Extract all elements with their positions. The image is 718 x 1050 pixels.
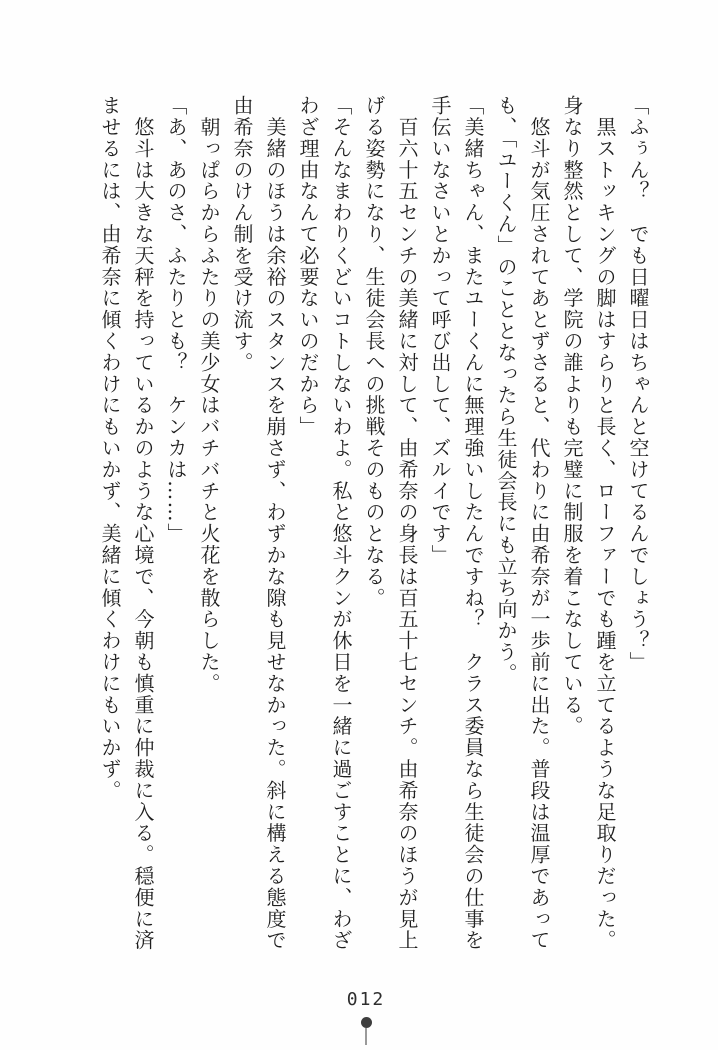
text-column: 「あ、あのさ、ふたりとも？ ケンカは……」 bbox=[164, 95, 188, 545]
text-column: も、「ユーくん」のこととなったら生徒会長にも立ち向かう。 bbox=[494, 95, 518, 685]
text-column: 「ふぅん？ でも日曜日はちゃんと空けてるんでしょう？」 bbox=[626, 95, 650, 673]
text-column: わざ理由なんて必要ないのだから」 bbox=[296, 95, 320, 438]
vertical-text-block bbox=[93, 95, 654, 953]
text-column: ませるには、由希奈に傾くわけにもいかず、美緒に傾くわけにもいかず。 bbox=[98, 95, 122, 802]
text-column: 由希奈のけん制を受け流す。 bbox=[230, 95, 254, 374]
text-column: 「そんなまわりくどいコトしないわよ。私と悠斗クンが休日を一緒に過ごすことに、わざ bbox=[329, 95, 353, 951]
text-column: 百六十五センチの美緒に対して、由希奈の身長は百五十七センチ。由希奈のほうが見上 bbox=[395, 95, 419, 951]
text-column: 朝っぱらからふたりの美少女はバチバチと火花を散らした。 bbox=[197, 95, 221, 695]
page-footer bbox=[316, 990, 416, 1045]
text-column: 美緒のほうは余裕のスタンスを崩さず、わずかな隙も見せなかった。斜に構える態度で bbox=[263, 95, 287, 951]
page-number: 012 bbox=[346, 989, 386, 1010]
text-column: 身なり整然として、学院の誰よりも完璧に制服を着こなしている。 bbox=[560, 95, 584, 737]
text-column: 悠斗が気圧されてあとずさると、代わりに由希奈が一歩前に出た。普段は温厚であって bbox=[527, 95, 551, 951]
text-column: 「美緒ちゃん、またユーくんに無理強いしたんですね？ クラス委員なら生徒会の仕事を bbox=[461, 95, 485, 951]
text-column: 黒ストッキングの脚はすらりと長く、ローファーでも踵を立てるような足取りだった。 bbox=[593, 95, 617, 951]
dot-ornament-icon bbox=[361, 1017, 372, 1028]
text-column: 悠斗は大きな天秤を持っているかのような心境で、今朝も慎重に仲裁に入る。穏便に済 bbox=[131, 95, 155, 951]
text-column: 手伝いなさいとかって呼び出して、ズルイです」 bbox=[428, 95, 452, 566]
stem-line bbox=[365, 1028, 367, 1045]
text-column: げる姿勢になり、生徒会長への挑戦そのものとなる。 bbox=[362, 95, 386, 609]
